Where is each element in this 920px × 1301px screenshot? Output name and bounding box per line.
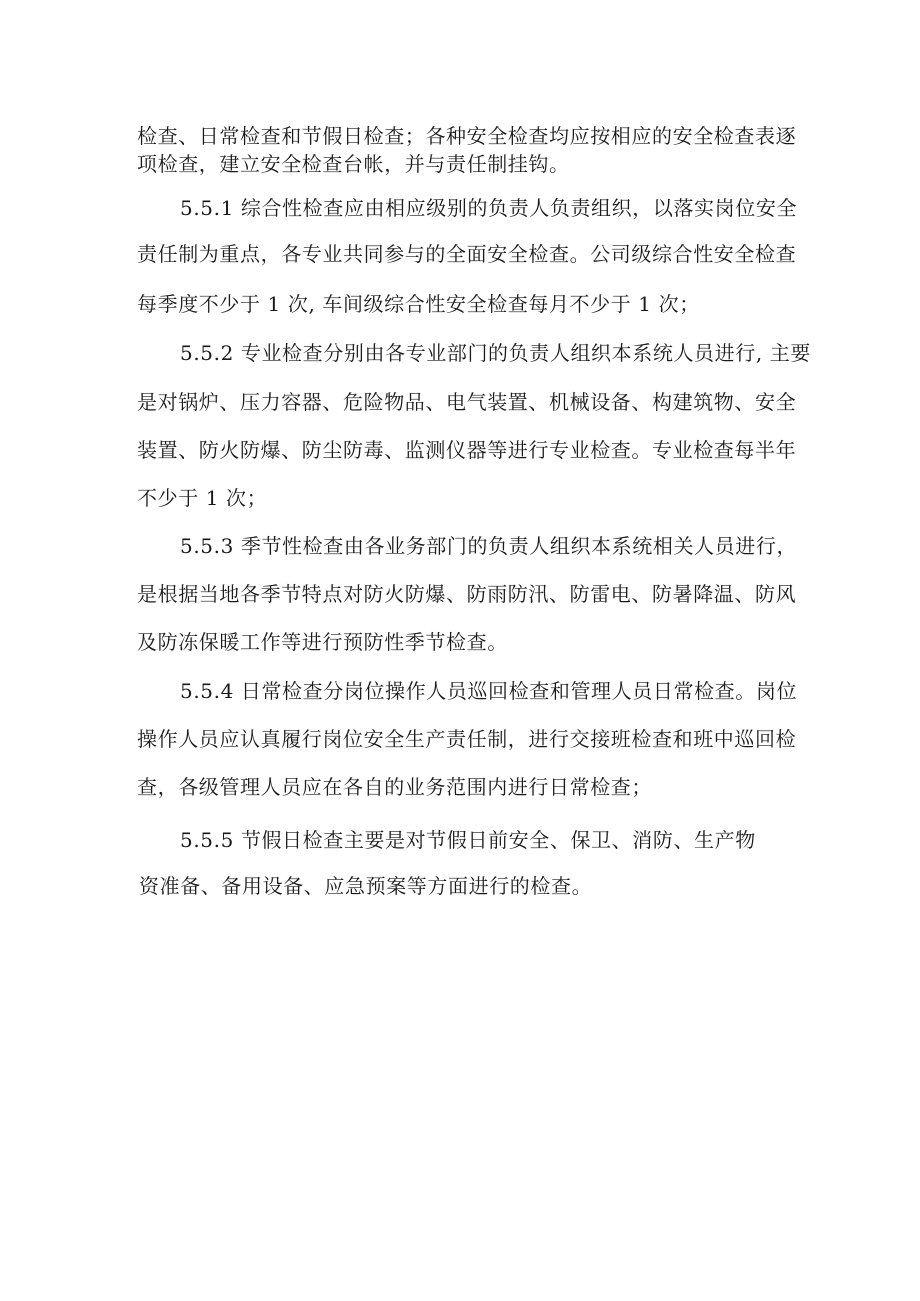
clause-5-5-5-line-1: 5.5.5 节假日检查主要是对节假日前安全、保卫、消防、生产物 bbox=[180, 828, 756, 852]
clause-5-5-1-line-3: 每季度不少于 1 次, 车间级综合性安全检查每月不少于 1 次； bbox=[137, 292, 700, 316]
clause-5-5-2-line-3: 装置、防火防爆、防尘防毒、监测仪器等进行专业检查。专业检查每半年 bbox=[137, 438, 797, 462]
clause-5-5-2-line-4: 不少于 1 次； bbox=[137, 486, 268, 510]
clause-5-5-3-line-1: 5.5.3 季节性检查由各业务部门的负责人组织本系统相关人员进行， bbox=[180, 534, 798, 558]
clause-5-5-4-line-3: 查，各级管理人员应在各自的业务范围内进行日常检查； bbox=[137, 775, 652, 799]
clause-5-5-2-line-2: 是对锅炉、压力容器、危险物品、电气装置、机械设备、构建筑物、安全 bbox=[137, 390, 797, 414]
text-line-intro-1: 检查、日常检查和节假日检查；各种安全检查均应按相应的安全检查表逐 bbox=[137, 124, 797, 148]
clause-5-5-4-line-2: 操作人员应认真履行岗位安全生产责任制，进行交接班检查和班中巡回检 bbox=[137, 727, 797, 751]
clause-5-5-5-line-2: 资准备、备用设备、应急预案等方面进行的检查。 bbox=[139, 874, 593, 898]
clause-5-5-3-line-2: 是根据当地各季节特点对防火防爆、防雨防汛、防雷电、防暑降温、防风 bbox=[137, 582, 797, 606]
clause-5-5-1-line-2: 责任制为重点，各专业共同参与的全面安全检查。公司级综合性安全检查 bbox=[137, 242, 797, 266]
clause-5-5-2-line-1: 5.5.2 专业检查分别由各专业部门的负责人组织本系统人员进行, 主要 bbox=[180, 341, 811, 365]
text-line-intro-2: 项检查，建立安全检查台帐，并与责任制挂钩。 bbox=[137, 152, 570, 176]
clause-5-5-1-line-1: 5.5.1 综合性检查应由相应级别的负责人负责组织，以落实岗位安全 bbox=[180, 196, 798, 220]
clause-5-5-4-line-1: 5.5.4 日常检查分岗位操作人员巡回检查和管理人员日常检查。岗位 bbox=[180, 679, 798, 703]
clause-5-5-3-line-3: 及防冻保暖工作等进行预防性季节检查。 bbox=[137, 630, 508, 654]
